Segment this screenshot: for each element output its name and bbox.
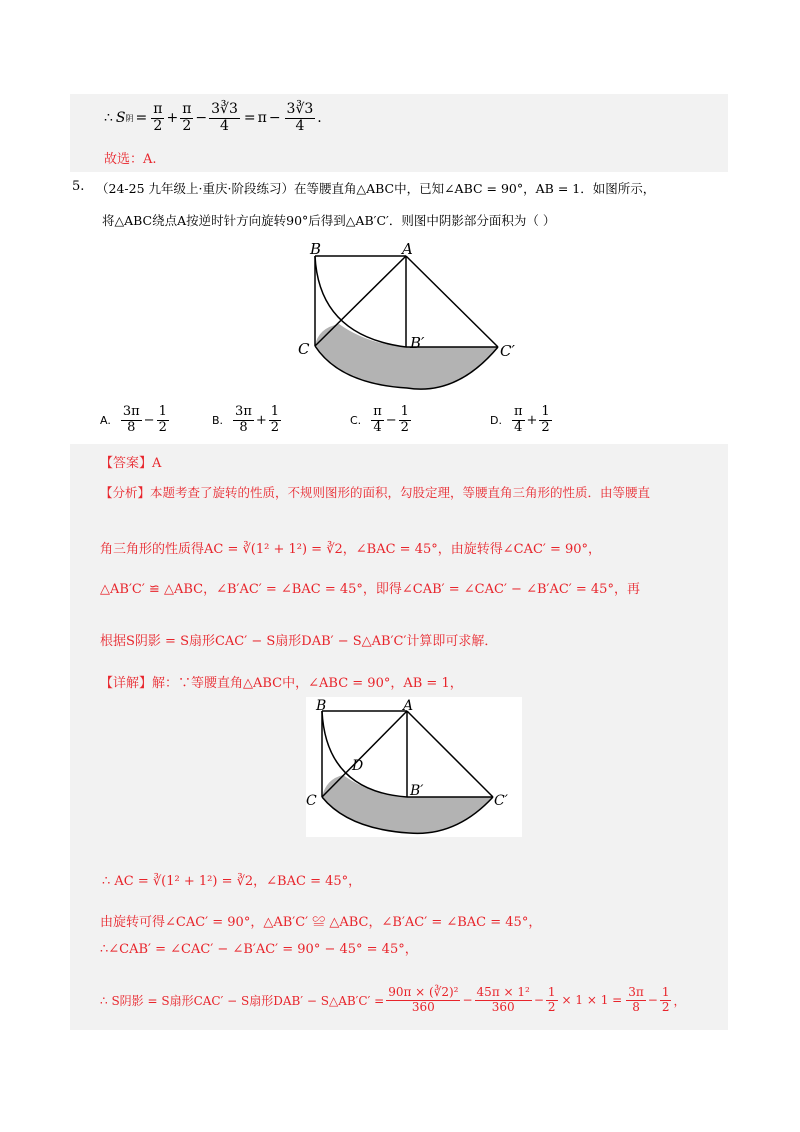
detail-figure <box>306 697 522 837</box>
options-row <box>100 400 600 440</box>
analysis-line-2: 角三角形的性质得AC = ∛(1² + 1²) = ∛2，∠BAC = 45°，由旋转得∠CAC′ = 90°， <box>100 542 602 557</box>
detail-line-2: ∴ AC = ∛(1² + 1²) = ∛2，∠BAC = 45°， <box>102 874 362 889</box>
label-bp: B′ <box>410 334 425 352</box>
option-d[interactable]: D. $\frac{\pi}{4}$ + $\frac{1}{2}$ <box>490 404 550 435</box>
detail-line-3: 由旋转可得∠CAC′ = 90°，△AB′C′ ≌ △ABC，∠B′AC′ = ∠BAC = 45°， <box>100 915 542 930</box>
analysis-line-4: 根据S阴影 = S扇形CAC′ − S扇形DAB′ − S△AB′C′计算即可求解． <box>100 634 498 649</box>
analysis-line-1: 【分析】本题考查了旋转的性质，不规则图形的面积，勾股定理，等腰直角三角形的性质．由等腰直 <box>100 485 651 500</box>
question-figure <box>292 236 524 396</box>
label-d: D <box>352 758 364 774</box>
analysis-line-3: △AB′C′ ≌ △ABC，∠B′AC′ = ∠BAC = 45°，即得∠CAB′ = ∠CAC′ − ∠B′AC′ = 45°，再 <box>100 582 640 597</box>
option-a[interactable]: A. $\frac{3\pi}{8}$ − $\frac{1}{2}$ <box>100 404 167 435</box>
detail-line-4: ∴∠CAB′ = ∠CAC′ − ∠B′AC′ = 90° − 45° = 45°， <box>100 942 418 957</box>
prev-solution-choice: 故选：A. <box>104 152 157 167</box>
prev-solution-formula: ∴ S 阴 = $\frac{\pi}{2}$ + $\frac{\pi}{2}$ − $\frac{3∛3}{4}$ = π − $\frac{3∛3}{4}$ . <box>104 101 322 134</box>
label-c-2: C <box>306 793 317 809</box>
label-b: B <box>310 240 322 258</box>
option-c[interactable]: C. $\frac{\pi}{4}$ − $\frac{1}{2}$ <box>350 404 409 435</box>
label-a: A <box>402 240 413 258</box>
label-cp-2: C′ <box>494 793 508 809</box>
question-number: 5. <box>72 179 85 194</box>
label-bp-2: B′ <box>410 783 424 799</box>
option-b[interactable]: B. $\frac{3\pi}{8}$ + $\frac{1}{2}$ <box>212 404 280 435</box>
label-a-2: A <box>403 698 414 714</box>
detail-line-1: 【详解】解：∵等腰直角△ABC中，∠ABC = 90°，AB = 1， <box>100 676 463 691</box>
label-c: C <box>298 340 310 358</box>
label-b-2: B <box>316 698 327 714</box>
question-line-1: （24-25 九年级上·重庆·阶段练习）在等腰直角△ABC中，已知∠ABC = 90°，AB = 1．如图所示， <box>96 181 656 196</box>
label-cp: C′ <box>500 342 515 360</box>
question-line-2: 将△ABC绕点A按逆时针方向旋转90°后得到△AB′C′．则图中阴影部分面积为（ ） <box>102 213 556 228</box>
detail-final-formula: ∴ S阴影 = S扇形CAC′ − S扇形DAB′ − S△AB′C′ = $\frac{\text{90π × (∛2)²}}{360}$ − $\frac{\text{45π × 1²}}{360}$ − $\frac{1}{2}$ × 1 × 1 = $\frac{3\pi}{8}$ − $\frac{1}{2}$ ， <box>100 985 686 1014</box>
answer-label: 【答案】A <box>100 456 162 471</box>
